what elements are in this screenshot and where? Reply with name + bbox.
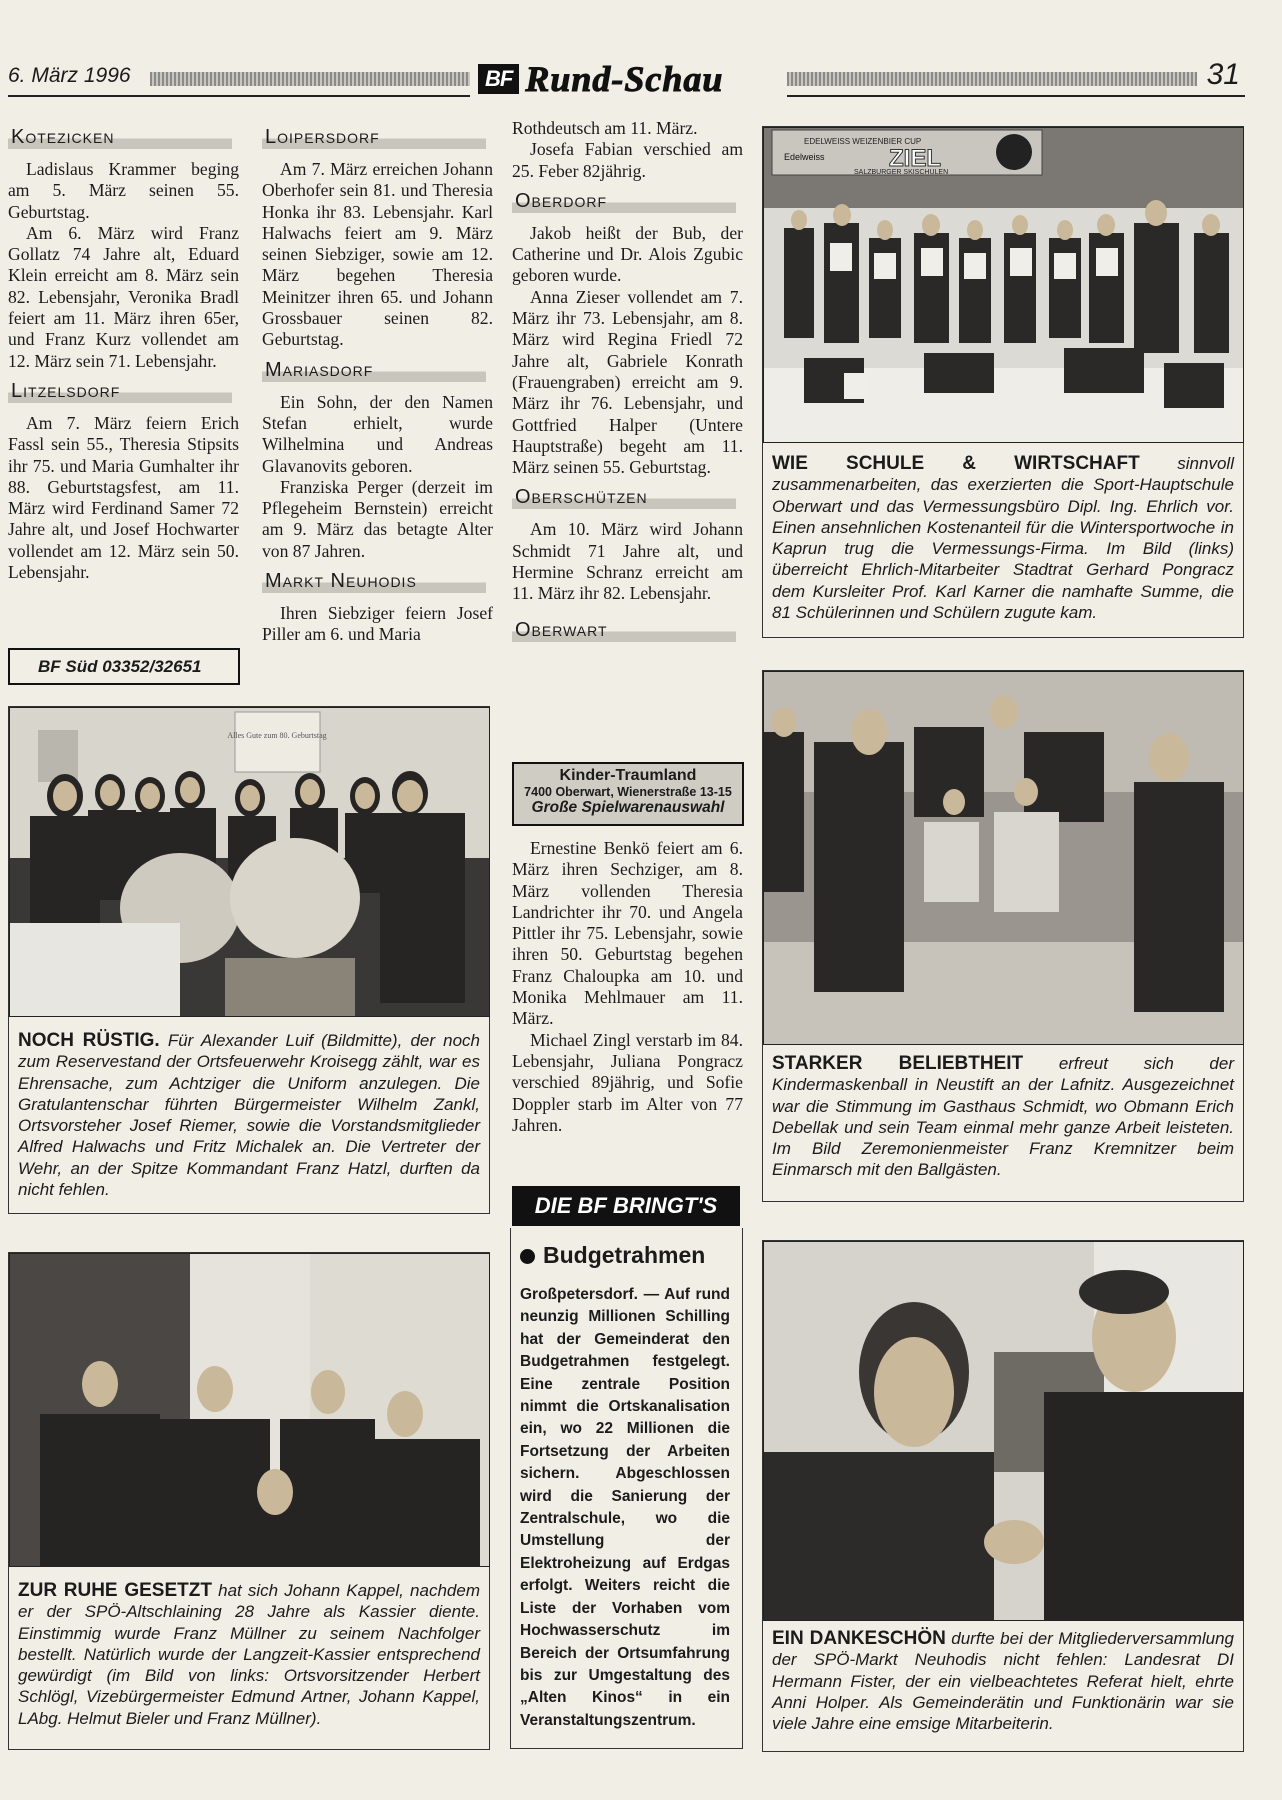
caption-text: sinnvoll zusammenarbeiten, das exerzierten die Sport-Hauptschule Oberwart und das Vermessungsbüro Dipl. Ing. Ehrlich vor. Einen ansehnlichen Kostenanteil für die Wintersportwoche in Kaprun trug die Vermessungs-Firma. Im Bild (links) überreicht Ehrlich-Mitarbeiter Stadtrat Gerhard Pongracz dem Kursleiter Prof. Karl Karner die namhafte Summe, die 81 Schülerinnen und Schülern zugute kam. xyxy=(772,454,1234,623)
column-3 xyxy=(512,118,743,652)
caption-beliebtheit xyxy=(772,1053,1234,1181)
column-1 xyxy=(8,118,239,583)
logo-abbrev: BF xyxy=(478,64,519,94)
caption-text: hat sich Johann Kappel, nachdem er der SPÖ-Altschlaining 28 Jahre als Kassier diente. Einstimmig wurde Franz Müllner zu seinem Nachfolger bestellt. Natürlich wurde der Langzeit-Kassier entsprechend gewürdigt (im Bild von links: Ortsvorsitzender Herbert Schlögl, Vizebürgermeister Edmund Artner, Johann Kappel, LAbg. Helmut Bieler und Franz Müllner). xyxy=(18,1581,480,1728)
photo-dankeschoen-image xyxy=(764,1242,1243,1620)
caption-text: durfte bei der Mitgliederversammlung der SPÖ-Markt Neuhodis nicht fehlen: Landesrat DI Hermann Fister, der ein vielbeachtetes Referat hielt, ehrte Anni Holper. Als Gemeinderätin und Funktionärin war sie viele Jahre eine emsige Mitarbeiterin. xyxy=(772,1629,1234,1734)
article-loipersdorf xyxy=(262,159,493,351)
bullet-icon xyxy=(520,1249,535,1264)
paragraph: Am 7. März feiern Erich Fassl sein 55., Theresia Stipsits ihr 75. und Maria Gumhalter ihr 88. Geburtstagsfest, am 11. März wird Ferdinand Samer 72 Jahre alt, und Josef Hochwarter vollendet am 12. März sein 50. Lebensjahr. xyxy=(8,412,239,583)
bringts-banner: DIE BF BRINGT'S xyxy=(512,1186,740,1226)
advertisement-kinder-traumland xyxy=(512,762,744,826)
article-kotezicken xyxy=(8,159,239,372)
photo-dankeschoen xyxy=(763,1241,1244,1621)
photo-ruestig-image xyxy=(10,708,489,1016)
article-oberschuetzen xyxy=(512,519,743,604)
logo-title: Rund-Schau xyxy=(525,59,724,99)
header-underline-right xyxy=(787,95,1245,97)
caption-lead: STARKER BELIEBTHEIT xyxy=(772,1053,1024,1074)
ad-slogan: Große Spielwarenauswahl xyxy=(531,799,725,816)
section-heading-mariasdorf: Mariasdorf xyxy=(262,359,486,382)
header-rule-right xyxy=(787,72,1197,86)
paragraph: Franziska Perger (derzeit im Pflegeheim Bernstein) erreicht am 9. März das betagte Alter von 87 Jahren. xyxy=(262,476,493,561)
issue-date: 6. März 1996 xyxy=(8,64,131,87)
caption-dankeschoen xyxy=(772,1628,1234,1734)
paragraph: Michael Zingl verstarb im 84. Lebensjahr, Juliana Pongracz verschied 89jährig, und Sofie Doppler starb im Alter von 77 Jahren. xyxy=(512,1029,743,1135)
paragraph: Ein Sohn, der den Namen Stefan erhielt, wurde Wilhelmina und Andreas Glavanovits geboren. xyxy=(262,391,493,476)
section-heading-oberdorf: Oberdorf xyxy=(512,190,736,213)
article-markt-neuhodis xyxy=(262,603,493,646)
section-heading-markt-neuhodis: Markt Neuhodis xyxy=(262,570,486,593)
page-number: 31 xyxy=(1206,58,1240,91)
paragraph: Anna Zieser vollendet am 7. März ihr 73. Lebensjahr, am 8. März wird Regina Friedl 72 Jahre alt, Gabriele Konrath (Frauengraben) erreicht am 9. März ihr 76. Lebensjahr, und Gottfried Halper (Untere Hauptstraße) begeht am 11. März seinen 55. Geburtstag. xyxy=(512,286,743,478)
photo-ruhe xyxy=(9,1253,490,1567)
ad-address: 7400 Oberwart, Wienerstraße 13-15 xyxy=(524,785,732,799)
photo-schule-banner-top: EDELWEISS WEIZENBIER CUP xyxy=(804,137,922,146)
section-heading-litzelsdorf: Litzelsdorf xyxy=(8,380,232,403)
masthead-logo xyxy=(478,58,723,100)
photo-ruestig xyxy=(9,707,490,1017)
caption-lead: NOCH RÜSTIG. xyxy=(18,1030,160,1051)
article-continued xyxy=(512,118,743,182)
paragraph: Josefa Fabian verschied am 25. Feber 82jährig. xyxy=(512,139,743,181)
paragraph: Jakob heißt der Bub, der Catherine und Dr. Alois Zgubic geboren wurde. xyxy=(512,222,743,286)
bringts-title-row xyxy=(520,1242,705,1269)
caption-text: Für Alexander Luif (Bildmitte), der noch zum Reservestand der Ortsfeuerwehr Kroisegg zählt, war es Ehrensache, zum Achtziger die Uniform anzulegen. Die Gratulantenschar führten Bürgermeister Wilhelm Zankl, Ortsvorsteher Josef Riemer, sowie die Vorstandsmitglieder Alfred Halwachs und Fritz Michalek an. Die Vertreter der Wehr, an der Spitze Kommandant Franz Hatzl, durften da nicht fehlen. xyxy=(18,1031,481,1200)
paragraph: Ladislaus Krammer beging am 5. März seinen 55. Geburtstag. xyxy=(8,159,239,222)
paragraph: Ihren Siebziger feiern Josef Piller am 6. und Maria xyxy=(262,603,493,645)
column-3-oberwart xyxy=(512,838,743,1136)
photo-schule-banner-bottom: SALZBURGER SKISCHULEN xyxy=(854,169,949,176)
paragraph: Rothdeutsch am 11. März. xyxy=(512,118,698,138)
phone-box: BF Süd 03352/32651 xyxy=(8,648,240,685)
bringts-text: Großpetersdorf. — Auf rund neunzig Millionen Schilling hat der Gemeinderat den Budgetrahmen festgelegt. Eine zentrale Position nimmt die Ortskanalisation ein, wo 22 Millionen die Fortsetzung der Arbeiten sichern. Abgeschlossen wird die Sanierung der Zentralschule, wo die Umstellung der Elektroheizung auf Erdgas erfolgt. Weiters reicht die Liste der Vorhaben vom Hochwasserschutz im Bereich der Ortsumfahrung bis zur Umgestaltung des „Alten Kinos“ in ein Veranstaltungszentrum. xyxy=(520,1286,730,1729)
article-oberdorf xyxy=(512,223,743,479)
caption-lead: EIN DANKESCHÖN xyxy=(772,1628,946,1649)
section-heading-loipersdorf: Loipersdorf xyxy=(262,126,486,149)
photo-schule-image xyxy=(764,128,1243,442)
caption-schule xyxy=(772,453,1234,623)
paragraph: Am 7. März erreichen Johann Oberhofer sein 81. und Theresia Honka ihr 83. Lebensjahr. Karl Halwachs feiert am 9. März seinen Siebziger, sowie am 12. März begehen Theresia Meinitzer ihren 65. und Johann Grossbauer seinen 82. Geburtstag. xyxy=(262,159,493,350)
section-heading-kotezicken: Kotezicken xyxy=(8,126,232,149)
photo-ruestig-banner: Alles Gute zum 80. Geburtstag xyxy=(227,731,327,740)
paragraph: Ernestine Benkö feiert am 6. März ihren Sechziger, am 8. März vollenden Theresia Landrichter ihr 70. und Angela Pittler ihr 75. Lebensjahr, sowie ihren 50. Geburtstag begehen Franz Chaloupka am 10. und Monika Mehlmauer am 11. März. xyxy=(512,838,743,1029)
photo-ruhe-image xyxy=(10,1254,489,1566)
photo-schule-banner-left: Edelweiss xyxy=(784,152,825,162)
bringts-title: Budgetrahmen xyxy=(543,1242,706,1268)
paragraph: Am 6. März wird Franz Gollatz 74 Jahre alt, Eduard Klein erreicht am 8. März sein 82. Lebensjahr, Veronika Bradl feiert am 11. März ihren 65er, und Franz Kurz vollendet am 12. März sein 71. Lebensjahr. xyxy=(8,222,239,371)
header-underline-left xyxy=(8,95,470,97)
caption-ruhe xyxy=(18,1580,480,1729)
section-heading-oberwart: Oberwart xyxy=(512,619,736,642)
column-2 xyxy=(262,118,493,646)
caption-ruestig xyxy=(18,1030,480,1200)
paragraph: Am 10. März wird Johann Schmidt 71 Jahre alt, und Hermine Schranz erreicht am 11. März ihr 82. Lebensjahr. xyxy=(512,519,743,604)
article-mariasdorf xyxy=(262,392,493,562)
article-litzelsdorf xyxy=(8,413,239,583)
header-rule-left xyxy=(150,72,470,86)
photo-schule xyxy=(763,127,1244,443)
ad-name: Kinder-Traumland xyxy=(559,767,697,784)
photo-beliebtheit xyxy=(763,671,1244,1045)
caption-lead: WIE SCHULE & WIRTSCHAFT xyxy=(772,453,1140,474)
article-oberwart xyxy=(512,838,743,1136)
caption-lead: ZUR RUHE GESETZT xyxy=(18,1580,212,1601)
photo-schule-banner-center: ZIEL xyxy=(889,145,941,172)
photo-beliebtheit-image xyxy=(764,672,1243,1044)
section-heading-oberschuetzen: Oberschützen xyxy=(512,486,736,509)
caption-text: erfreut sich der Kindermaskenball in Neustift an der Lafnitz. Ausgezeichnet war die Stimmung im Gasthaus Schmidt, wo Obmann Erich Debellak und sein Team einmal mehr ganze Arbeit leisteten. Im Bild Zeremonienmeister Franz Kremnitzer beim Einmarsch mit den Ballgästen. xyxy=(772,1054,1234,1180)
